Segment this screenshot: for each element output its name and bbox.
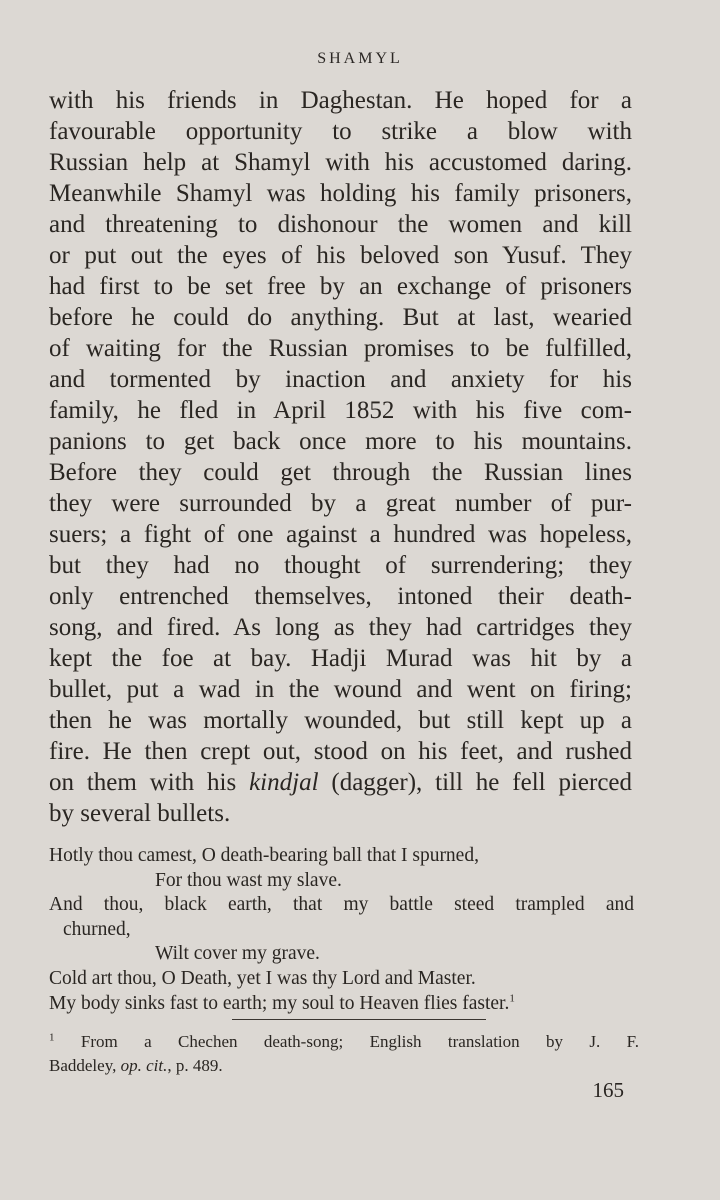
body-line: panions to get back once more to his mountains. (49, 428, 632, 455)
poem-line-text: My body sinks fast to earth; my soul to Heaven flies faster. (49, 992, 510, 1014)
poem-line: Hotly thou camest, O death-bearing ball that I spurned, (49, 845, 479, 866)
body-line: by several bullets. (49, 800, 231, 827)
body-line: had first to be set free by an exchange of prisoners (49, 273, 632, 300)
footnote-marker: 1 (509, 992, 515, 1005)
body-line: favourable opportunity to strike a blow with (49, 118, 632, 145)
poem-line: churned, (63, 918, 131, 940)
footnote-number: 1 (49, 1031, 55, 1044)
body-line: and threatening to dishonour the women and kill (49, 211, 632, 238)
body-line: Meanwhile Shamyl was holding his family prisoners, (49, 180, 632, 207)
footnote-line (49, 1030, 639, 1054)
death-song-poem (49, 844, 634, 1016)
body-line: Russian help at Shamyl with his accustomed daring. (49, 149, 632, 176)
body-line: of waiting for the Russian promises to be fulfilled, (49, 335, 632, 362)
body-line: or put out the eyes of his beloved son Yusuf. They (49, 242, 632, 269)
poem-line: For thou wast my slave. (155, 869, 342, 891)
footnote-rule (232, 1019, 486, 1020)
body-line: song, and fired. As long as they had cartridges they (49, 614, 632, 641)
footnote-line (49, 1054, 639, 1078)
poem-line-last (49, 992, 634, 1017)
body-line: before he could do anything. But at last, wearied (49, 304, 632, 331)
body-text (49, 85, 632, 829)
body-line: kept the foe at bay. Hadji Murad was hit by a (49, 645, 632, 672)
body-line: they were surrounded by a great number of pur- (49, 490, 632, 517)
footnote-text: Baddeley, (49, 1056, 121, 1075)
body-line: only entrenched themselves, intoned their death- (49, 583, 632, 610)
body-line: and tormented by inaction and anxiety for his (49, 366, 632, 393)
running-head: SHAMYL (317, 50, 403, 67)
body-line: bullet, put a wad in the wound and went on firing; (49, 676, 632, 703)
footnote-text: , p. 489. (167, 1056, 223, 1075)
footnote-text: From a Chechen death-song; English translation by J. F. (54, 1032, 639, 1051)
italic-term-kindjal: kindjal (249, 769, 319, 796)
footnote-citation: op. cit. (120, 1056, 168, 1075)
body-line: but they had no thought of surrendering; they (49, 552, 632, 579)
body-line: Before they could get through the Russian lines (49, 459, 632, 486)
body-line-text: (dagger), till he fell pierced (318, 769, 633, 796)
body-line: fire. He then crept out, stood on his feet, and rushed (49, 738, 632, 765)
body-line: family, he fled in April 1852 with his five com- (49, 397, 632, 424)
body-line: with his friends in Daghestan. He hoped for a (49, 87, 632, 114)
body-line-kindjal (49, 767, 632, 798)
footnote (49, 1030, 639, 1078)
body-line: suers; a fight of one against a hundred was hopeless, (49, 521, 632, 548)
poem-line: And thou, black earth, that my battle steed trampled and (49, 894, 634, 916)
poem-line: Cold art thou, O Death, yet I was thy Lord and Master. (49, 967, 476, 989)
body-line-text: on them with his (49, 769, 250, 796)
poem-line: Wilt cover my grave. (155, 943, 320, 965)
body-line: then he was mortally wounded, but still kept up a (49, 707, 632, 734)
page-number: 165 (592, 1078, 624, 1102)
